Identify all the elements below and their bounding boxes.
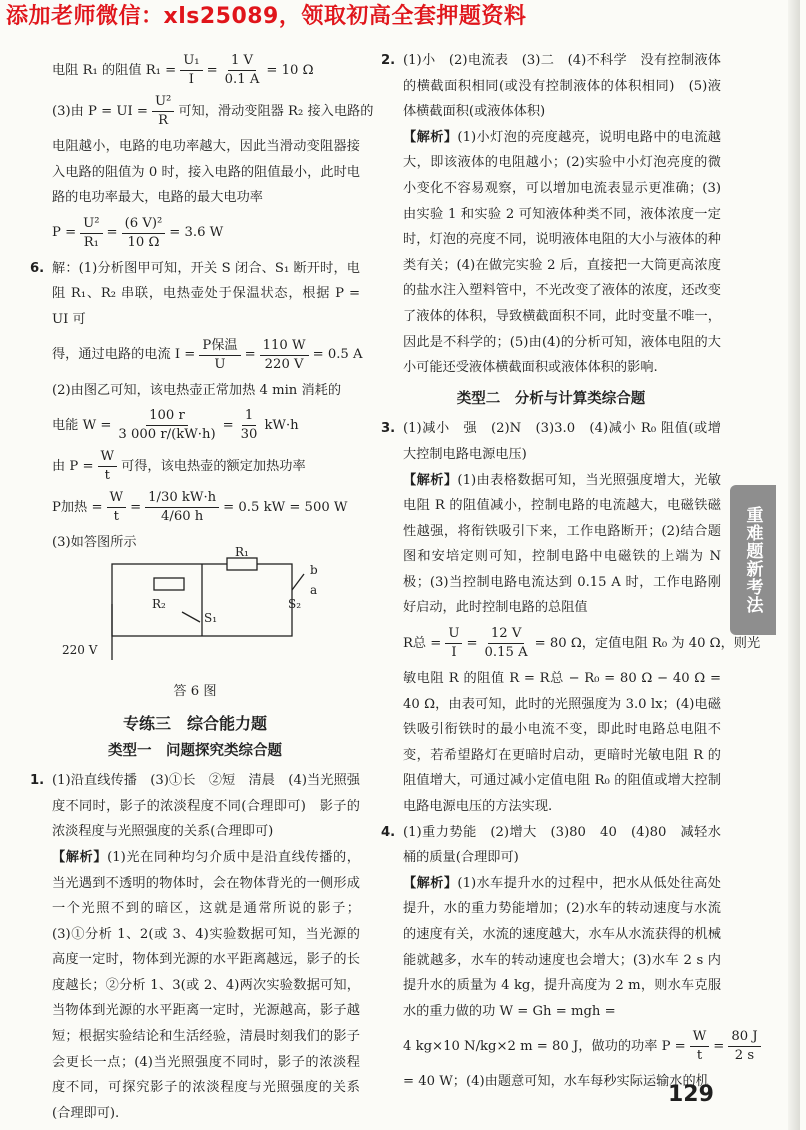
label-voltage: 220 V xyxy=(62,642,98,657)
equals: = xyxy=(106,225,118,241)
paragraph: 电阻越小，电路的电功率越大，因此当滑动变阻器接入电路的阻值为 0 时，接入电路的阻值最小，此时电路的电功率最大，电路的最大电功率 xyxy=(52,139,360,206)
numerator: 1 xyxy=(242,407,256,426)
type-heading: 类型二 分析与计算类综合题 xyxy=(456,390,646,407)
numerator: W xyxy=(690,1028,710,1047)
paragraph: 敏电阻 R 的阻值 R = R总 − R₀ = 80 Ω − 40 Ω = 40 Ω，由表可知，此时的光照强度为 3.0 lx；(4)电磁铁吸引衔铁时的最小电流不变，即此时电路总电阻不变，若希望路灯在更暗时启动，更暗时光敏电阻 R 的阻值增大，可通过减小定值电阻 R₀ 的阻值或增大控制电路电源电压的方法实现. xyxy=(403,671,721,815)
resistor-r2-symbol xyxy=(154,578,184,590)
section-title: 专练三 综合能力题 xyxy=(122,713,267,733)
numerator: U₁ xyxy=(180,52,202,71)
equals: = xyxy=(466,635,478,651)
fraction xyxy=(445,625,462,662)
analysis-tag: 【解析】 xyxy=(403,129,458,145)
denominator: 4/60 h xyxy=(160,509,204,525)
formula-r1 xyxy=(52,52,360,89)
denominator: 220 V xyxy=(264,356,304,372)
denominator: t xyxy=(696,1048,703,1064)
fraction xyxy=(690,1028,710,1065)
denominator: 30 xyxy=(240,427,258,443)
denominator: 10 Ω xyxy=(127,234,160,250)
numerator: (6 V)² xyxy=(122,215,166,234)
answer-text: (1)小 (2)电流表 (3)二 (4)不科学 没有控制液体的横截面积相同(或没有控制液体的体积相同) (5)液体横截面积(或液体体积) xyxy=(403,53,721,120)
numerator: U xyxy=(445,625,462,644)
numerator: W xyxy=(107,489,127,508)
figure-caption: 答 6 图 xyxy=(173,684,217,700)
analysis-text: (1)水车提升水的过程中，把水从低处往高处提升，水的重力势能增加；(2)水车的转动速度与水流的速度有关，水流的速度越大，水车从水流获得的机械能就越多，水车的转动速度也会增大；(3)水车 2 s 内提升水的质量为 4 kg，提升高度为 2 m，则水车克服水的重力做的功 W = Gh = mgh = xyxy=(403,875,721,1019)
formula-text: P加热 = xyxy=(52,499,103,515)
denominator: 2 s xyxy=(734,1048,755,1064)
formula-text: R总 = xyxy=(403,635,442,651)
formula-text: 电能 W = xyxy=(52,417,112,433)
question-number: 1. xyxy=(30,773,45,789)
formula-text: 可得，该电热壶的额定加热功率 xyxy=(121,458,306,474)
formula-heating-power xyxy=(52,489,360,526)
equals: = xyxy=(713,1039,725,1055)
analysis-tag: 【解析】 xyxy=(52,849,108,865)
denominator: U xyxy=(214,356,226,372)
denominator: 3 000 r/(kW·h) xyxy=(118,427,216,443)
promo-banner: 添加老师微信：xls25089，领取初高全套押题资料 xyxy=(6,4,527,29)
fraction xyxy=(199,337,240,374)
question-1 xyxy=(30,768,360,1126)
formula-pmax xyxy=(52,215,360,252)
question-number: 4. xyxy=(381,824,396,840)
formula-text: = 10 Ω xyxy=(266,62,314,78)
question-3 xyxy=(381,416,721,621)
formula-energy xyxy=(52,407,360,444)
formula-r-total xyxy=(403,625,761,662)
denominator: t xyxy=(104,468,110,484)
denominator: I xyxy=(188,72,194,87)
label-a: a xyxy=(310,582,318,597)
question-number: 3. xyxy=(381,421,396,437)
formula-text: = 80 Ω，定值电阻 R₀ 为 40 Ω，则光 xyxy=(534,635,761,651)
label-s2: S₂ xyxy=(288,596,302,611)
side-tab-label: 重难题新考法 xyxy=(742,506,763,614)
left-column xyxy=(30,48,374,1126)
formula-text: = 0.5 kW = 500 W xyxy=(223,499,348,515)
denominator: 0.15 A xyxy=(484,645,528,661)
formula-text: 由 P = xyxy=(52,458,94,474)
label-b: b xyxy=(310,562,318,577)
formula-power xyxy=(403,1028,758,1065)
formula-text: 可知，滑动变阻器 R₂ 接入电路的 xyxy=(178,103,374,119)
fraction xyxy=(482,625,531,662)
formula-p-wt xyxy=(52,448,360,485)
formula-text: (3)由 P = UI = xyxy=(52,103,148,119)
switch-s2-symbol xyxy=(292,574,304,590)
fraction xyxy=(260,337,309,374)
paragraph: = 40 W；(4)由题意可知，水车每秒实际运输水的机 xyxy=(403,1074,709,1090)
fraction xyxy=(107,489,127,526)
label-s1: S₁ xyxy=(204,610,218,625)
numerator: 80 J xyxy=(728,1028,760,1047)
fraction xyxy=(80,215,102,252)
page-number: 129 xyxy=(668,1082,714,1107)
resistor-r1-symbol xyxy=(227,558,257,570)
denominator: 0.1 A xyxy=(224,72,260,87)
analysis-tag: 【解析】 xyxy=(403,472,458,488)
fraction xyxy=(238,407,261,444)
formula-text: = 0.5 A xyxy=(312,347,363,363)
numerator: W xyxy=(98,448,118,467)
analysis-text: (1)光在同种均匀介质中是沿直线传播的，当光遇到不透明的物体时，会在物体背光的一侧形成一个光照不到的暗区，这就是通常所说的影子；(3)①分析 1、2(或 3、4)实验数据可知，当光源的高度一定时，物体到光源的水平距离越远，影子的长度越长；②分析 1、3(或 2、4)两次实验数据可知，当物体到光源的水平距离一定时，光源越高，影子越短；根据实验结论和生活经验，清晨时刻我们的影子会更长一点；(4)当光照强度不同时，影子的浓淡程度不同，可探究影子的浓淡程度与光照强度的关系(合理即可). xyxy=(52,849,360,1121)
formula-text: kW·h xyxy=(264,417,299,433)
fraction xyxy=(728,1028,760,1065)
denominator: I xyxy=(451,645,457,661)
fraction xyxy=(122,215,166,252)
paragraph: 解：(1)分析图甲可知，开关 S 闭合、S₁ 断开时，电阻 R₁、R₂ 串联，电热壶处于保温状态，根据 P = UI 可 xyxy=(52,260,360,327)
formula-text: P = xyxy=(52,225,77,241)
numerator: 1 V xyxy=(228,52,256,71)
numerator: 110 W xyxy=(260,337,309,356)
formula-text: 得，通过电路的电流 I = xyxy=(52,347,196,363)
equals: = xyxy=(130,499,142,515)
formula-p-uir xyxy=(52,93,374,130)
chapter-side-tab xyxy=(730,485,776,635)
fraction xyxy=(222,52,263,89)
denominator: R xyxy=(158,113,169,128)
fraction xyxy=(180,52,202,89)
answer-text: (1)减小 强 (2)N (3)3.0 (4)减小 R₀ 阻值(或增大控制电路电源电压) xyxy=(403,421,721,462)
fraction xyxy=(145,489,219,526)
answer-text: (1)沿直线传播 (3)①长 ②短 清晨 (4)当光照强度不同时，影子的浓淡程度不同(合理即可) 影子的浓淡程度与光照强度的关系(合理即可) xyxy=(52,773,360,840)
denominator: R₁ xyxy=(83,234,99,250)
fraction xyxy=(152,93,174,130)
equals: = xyxy=(206,62,218,78)
type-heading: 类型一 问题探究类综合题 xyxy=(108,742,282,759)
numerator: P保温 xyxy=(199,337,240,356)
question-6 xyxy=(30,256,360,333)
formula-text: 电阻 R₁ 的阻值 R₁ = xyxy=(52,62,177,78)
numerator: 1/30 kW·h xyxy=(145,489,219,508)
page-edge xyxy=(788,0,800,1130)
numerator: U² xyxy=(152,93,174,112)
label-r1: R₁ xyxy=(235,544,249,559)
equals: = xyxy=(244,347,256,363)
numerator: U² xyxy=(80,215,102,234)
paragraph: (3)如答图所示 xyxy=(52,535,137,551)
denominator: t xyxy=(113,509,119,525)
numerator: 12 V xyxy=(488,625,525,644)
equals: = xyxy=(222,417,234,433)
numerator: 100 r xyxy=(146,407,188,426)
paragraph: (2)由图乙可知，该电热壶正常加热 4 min 消耗的 xyxy=(52,382,342,398)
switch-s1-symbol xyxy=(182,612,200,622)
analysis-tag: 【解析】 xyxy=(403,875,458,891)
question-number: 6. xyxy=(30,260,45,276)
fraction xyxy=(98,448,118,485)
fraction xyxy=(115,407,218,444)
answer-text: (1)重力势能 (2)增大 (3)80 40 (4)80 减轻水桶的质量(合理即可) xyxy=(403,824,721,866)
question-2 xyxy=(381,48,721,381)
formula-text: = 3.6 W xyxy=(169,225,224,241)
analysis-text: (1)小灯泡的亮度越亮，说明电路中的电流越大，即该液体的电阻越小；(2)实验中小灯泡亮度的微小变化不容易观察，可以增加电流表显示更准确；(3)由实验 1 和实验 2 可知液体种类不同，液体浓度一定时，灯泡的亮度不同，说明液体电阻的大小与液体的种类有关；(4)在做完实验 2 后，直接把一大筒更高浓度的盐水注入塑料管中，不光改变了液体的浓度，还改变了液体的体积，导致横截面积不同，此时变量不唯一，因此是不科学的；(5)由(4)的分析可知，液体电阻的大小可能还受液体横截面积或液体体积的影响. xyxy=(403,129,721,376)
question-4 xyxy=(381,820,721,1025)
formula-current xyxy=(52,337,363,374)
formula-text: 4 kg×10 N/kg×2 m = 80 J，做功的功率 P = xyxy=(403,1039,686,1055)
analysis-text: (1)由表格数据可知，当光照强度增大，光敏电阻 R 的阻值减小，控制电路的电流越大，电磁铁磁性越强，将衔铁吸引下来，工作电路断开；(2)结合题图和安培定则可知，控制电路中电磁铁的上端为 N 极；(3)当控制电路电流达到 0.15 A 时，工作电路刚好启动，此时控制电路的总阻值 xyxy=(403,472,721,616)
question-number: 2. xyxy=(381,53,396,68)
circuit-diagram xyxy=(52,544,352,670)
label-r2: R₂ xyxy=(152,596,166,611)
